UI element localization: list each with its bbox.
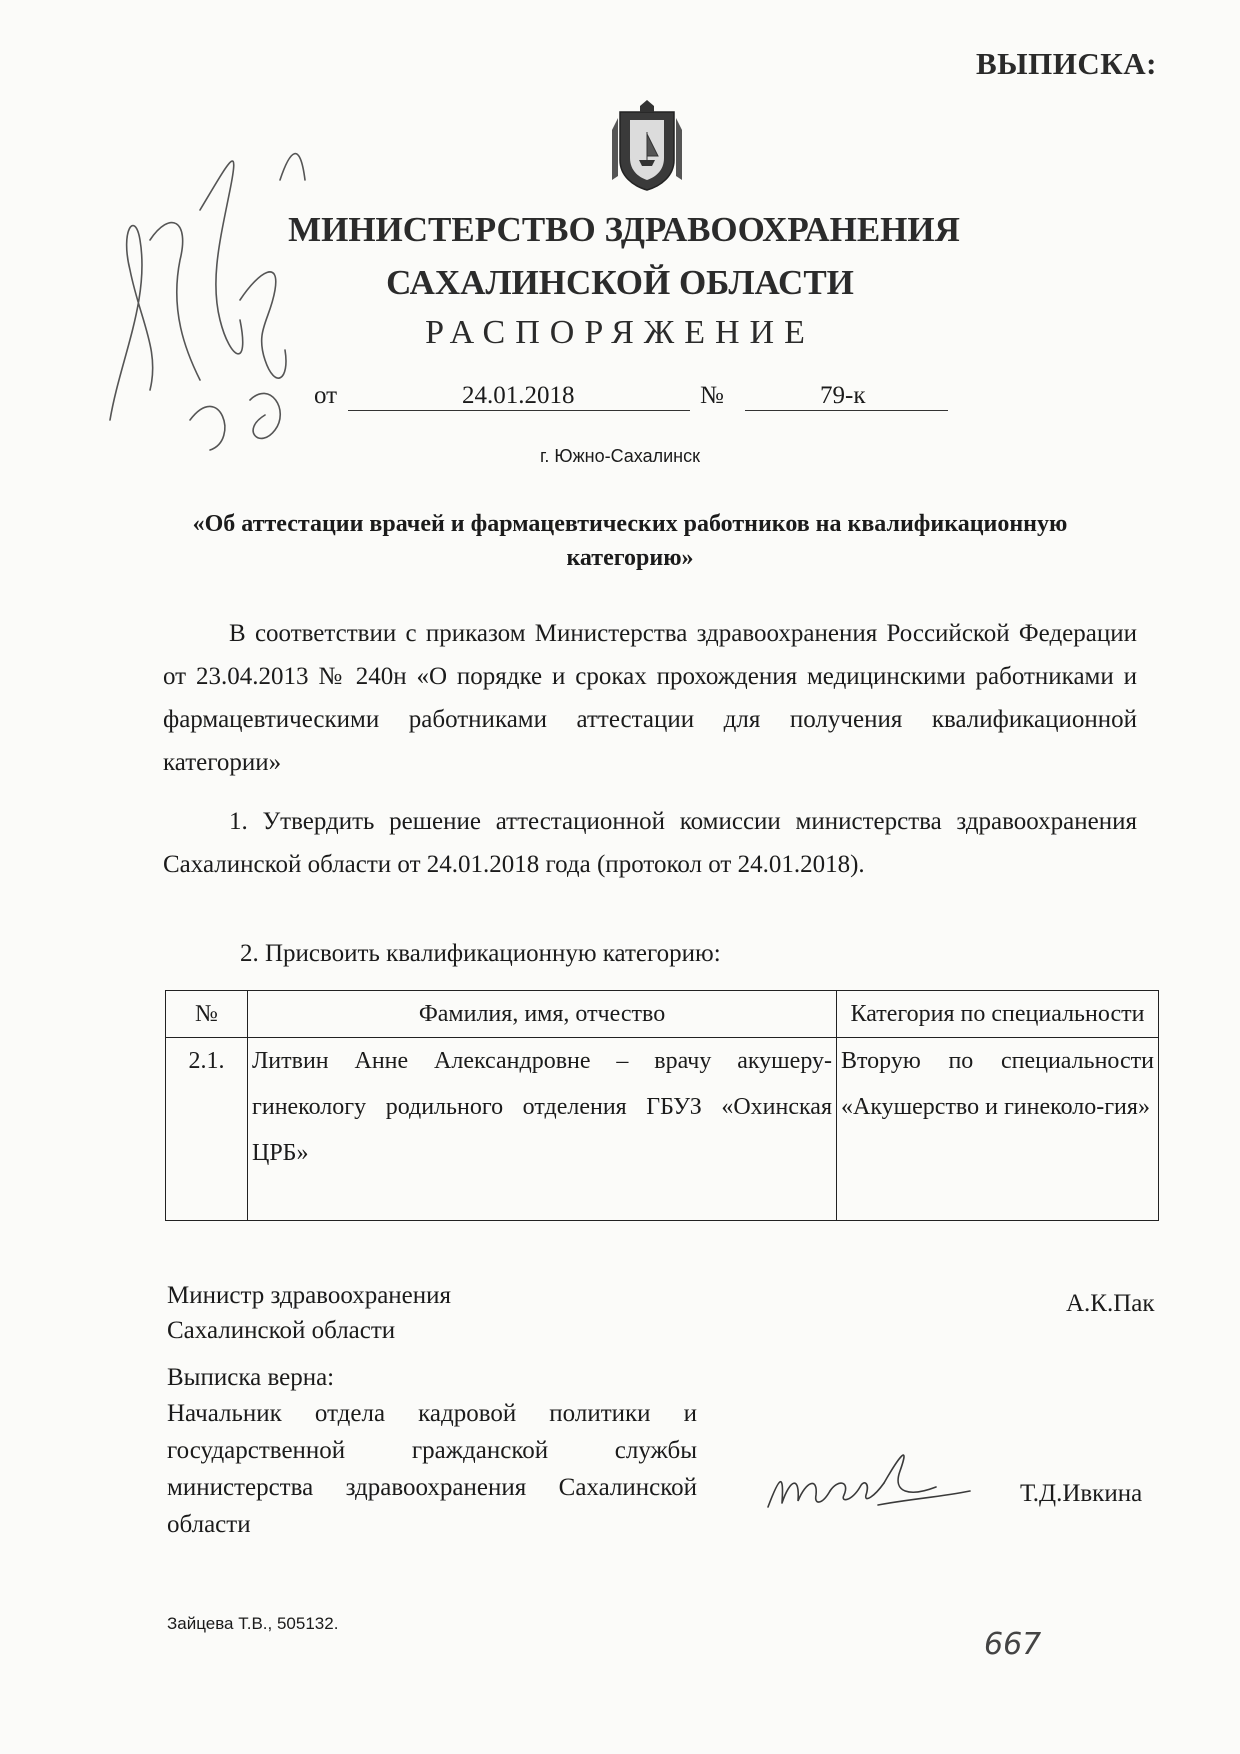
number-prefix: № bbox=[700, 382, 724, 409]
category-table bbox=[165, 990, 1159, 1221]
ministry-name-line1: МИНИСТЕРСТВО ЗДРАВООХРАНЕНИЯ bbox=[288, 210, 960, 249]
document-type: РАСПОРЯЖЕНИЕ bbox=[425, 314, 815, 351]
ministry-name-line2: САХАЛИНСКОЙ ОБЛАСТИ bbox=[386, 263, 854, 302]
table-header-row bbox=[166, 991, 1159, 1038]
header-number: № bbox=[166, 991, 248, 1038]
row-number: 2.1. bbox=[166, 1038, 248, 1221]
date-prefix: от bbox=[314, 382, 338, 409]
executor-contact: Зайцева Т.В., 505132. bbox=[167, 1614, 339, 1633]
header-category: Категория по специальности bbox=[837, 991, 1159, 1038]
intro-paragraph: В соответствии с приказом Министерства здравоохранения Российской Федерации от 23.04.2013 № 240н «О порядке и сроках прохождения медицинскими работниками и фармацевтическими работниками аттестации для получения квалификационной категории» bbox=[163, 620, 1137, 776]
handwritten-page-number-text: 667 bbox=[984, 1627, 1042, 1662]
row-category: Вторую по специальности «Акушерство и гинеколо-гия» bbox=[837, 1038, 1159, 1221]
extract-stamp: ВЫПИСКА: bbox=[976, 46, 1157, 81]
department-head-name: Т.Д.Ивкина bbox=[1020, 1480, 1143, 1507]
table-row bbox=[166, 1038, 1159, 1221]
minister-title-line1: Министр здравоохранения bbox=[167, 1282, 452, 1309]
minister-name: А.К.Пак bbox=[1066, 1290, 1155, 1317]
handwritten-signature bbox=[760, 1435, 980, 1525]
header-full-name: Фамилия, имя, отчество bbox=[248, 991, 837, 1038]
extract-true-label: Выписка верна: bbox=[167, 1364, 335, 1391]
row-full-name: Литвин Анне Александровне – врачу акушеру-гинекологу родильного отделения ГБУЗ «Охинская ЦРБ» bbox=[248, 1038, 837, 1221]
department-head-title: Начальник отдела кадровой политики и государственной гражданской службы министерства здравоохранения Сахалинской области bbox=[167, 1400, 697, 1538]
order-subject: «Об аттестации врачей и фармацевтических работников на квалификационную категорию» bbox=[192, 511, 1068, 571]
item-2-paragraph: 2. Присвоить квалификационную категорию: bbox=[240, 940, 721, 967]
minister-title-line2: Сахалинской области bbox=[167, 1317, 396, 1344]
handwritten-page-number bbox=[980, 1618, 1060, 1664]
city: г. Южно-Сахалинск bbox=[540, 446, 700, 466]
coat-of-arms-emblem bbox=[606, 100, 688, 192]
order-number: 79-к bbox=[820, 382, 866, 409]
item-1-paragraph: 1. Утвердить решение аттестационной комиссии министерства здравоохранения Сахалинской области от 24.01.2018 года (протокол от 24.01.2018). bbox=[163, 808, 1137, 878]
order-date: 24.01.2018 bbox=[462, 382, 575, 409]
